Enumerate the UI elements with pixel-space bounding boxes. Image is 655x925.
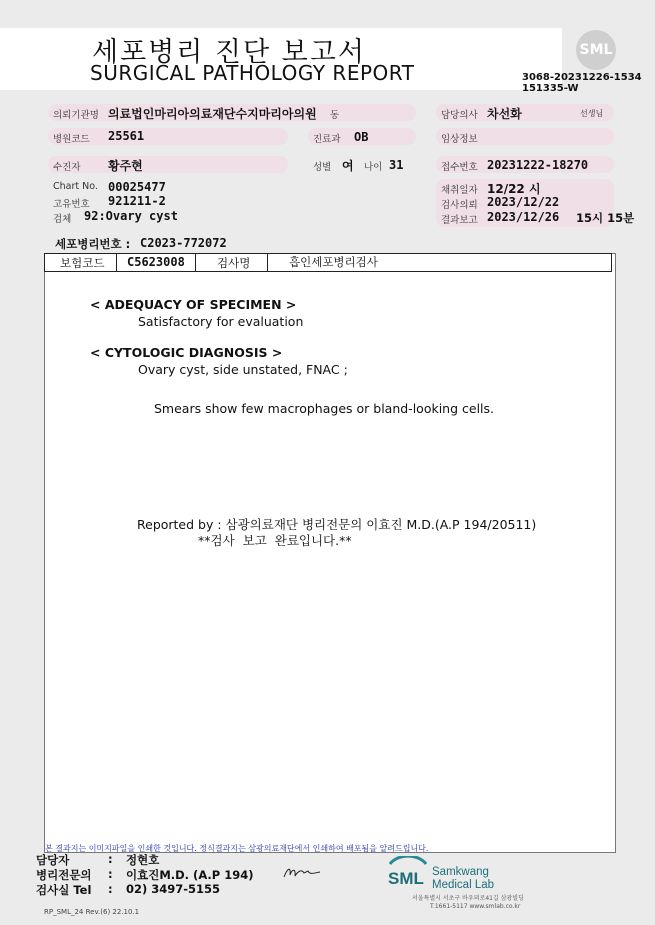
lab-name-line1: Samkwang (432, 866, 489, 878)
request-value: 2023/12/22 (487, 195, 560, 209)
doctor-value: 차선화 (487, 107, 522, 121)
result-value: 2023/12/26 (487, 210, 560, 224)
clinical-label: 임상정보 (441, 134, 478, 145)
report-content-box (44, 253, 616, 853)
diagnosis-text: Ovary cyst, side unstated, FNAC ; (138, 362, 348, 377)
finding-text: Smears show few macrophages or bland-looking cells. (154, 401, 495, 416)
cyto-number-value: C2023-772072 (140, 236, 227, 250)
collect-label: 채취일자 (441, 185, 478, 196)
chart-value: 00025477 (108, 180, 166, 194)
tel-value: 02) 3497-5155 (126, 882, 221, 896)
result-label: 결과보고 (441, 215, 478, 226)
pathologist-label: 병리전문의 (36, 868, 92, 882)
lab-logo-text: SML (388, 869, 424, 888)
report-title-english: SURGICAL PATHOLOGY REPORT (90, 61, 415, 85)
doctor-suffix: 선생님 (580, 109, 604, 118)
test-value: 흡인세포병리검사 (289, 255, 378, 269)
colon: : (108, 867, 113, 881)
colon: : (108, 852, 113, 866)
colon: : (108, 882, 113, 896)
cell-divider (116, 254, 117, 271)
insurance-label: 보험코드 (60, 256, 105, 270)
lab-contact: T.1661-5117 www.smlab.co.kr (430, 903, 521, 910)
sml-logo (576, 30, 616, 70)
request-label: 검사의뢰 (441, 200, 478, 211)
manager-label: 담당자 (36, 853, 70, 867)
report-number (522, 72, 642, 94)
lab-name (432, 866, 494, 892)
pathologist-value: 이효진M.D. (A.P 194) (126, 868, 254, 882)
cell-divider (195, 254, 196, 271)
specimen-value: 92:Ovary cyst (84, 209, 178, 223)
patient-label: 수진자 (53, 162, 81, 173)
diagnosis-heading: < CYTOLOGIC DIAGNOSIS > (90, 345, 283, 360)
result-time: 15시 15분 (576, 211, 635, 225)
cyto-number-label: 세포병리번호 : (55, 237, 131, 251)
adequacy-heading: < ADEQUACY OF SPECIMEN > (90, 297, 297, 312)
samkwang-logo-icon (384, 856, 432, 892)
signature-image (282, 863, 324, 881)
age-value: 31 (389, 158, 404, 172)
dong-label: 동 (330, 110, 340, 121)
sml-logo-text: SML (579, 42, 613, 58)
receipt-value: 20231222-18270 (487, 158, 589, 172)
print-notice: 본 결과지는 이미지파일을 인쇄한 것입니다. 정식결과지는 삼광의료재단에서 인쇄하여 배포됨을 알려드립니다. (45, 844, 429, 853)
unique-label: 고유번호 (53, 199, 90, 210)
dept-value: OB (354, 130, 369, 144)
chart-label: Chart No. (53, 181, 98, 192)
reported-by: Reported by : 삼광의료재단 병리전문의 이효진 M.D.(A.P 194/20511) (137, 517, 537, 532)
lab-address: 서울특별시 서초구 바우뫼로41길 삼광빌딩 (412, 895, 524, 902)
test-label: 검사명 (217, 256, 251, 270)
receipt-label: 접수번호 (441, 162, 478, 173)
tel-label: 검사실 Tel (36, 883, 92, 897)
age-label: 나이 (364, 162, 383, 173)
report-complete-note: **검사 보고 완료입니다.** (198, 533, 352, 548)
insurance-code-row (44, 253, 612, 272)
sex-value: 여 (342, 159, 354, 173)
institution-value: 의료법인마리아의료재단수지마리아의원 (108, 107, 317, 121)
patient-value: 황주현 (108, 159, 143, 173)
manager-value: 정현호 (126, 853, 160, 867)
institution-label: 의뢰기관명 (53, 110, 99, 121)
unique-value: 921211-2 (108, 194, 166, 208)
report-number-line2: 151335-W (522, 83, 579, 94)
collect-value: 12/22 시 (487, 182, 541, 196)
doctor-label: 담당의사 (441, 110, 478, 121)
form-code: RP_SML_24 Rev.(6) 22.10.1 (44, 908, 140, 916)
lab-name-line2: Medical Lab (432, 879, 495, 891)
hospital-code-label: 병원코드 (53, 134, 90, 145)
patient-field-bg (48, 156, 288, 173)
insurance-value: C5623008 (127, 255, 185, 269)
cell-divider (267, 254, 268, 271)
report-title-korean: 세포병리 진단 보고서 (92, 37, 366, 68)
adequacy-text: Satisfactory for evaluation (138, 314, 304, 329)
hospital-code-value: 25561 (108, 129, 145, 143)
sex-label: 성별 (313, 162, 332, 173)
dept-label: 진료과 (313, 134, 341, 145)
report-number-line1: 3068-20231226-1534 (522, 72, 642, 83)
specimen-label: 검체 (53, 214, 72, 225)
